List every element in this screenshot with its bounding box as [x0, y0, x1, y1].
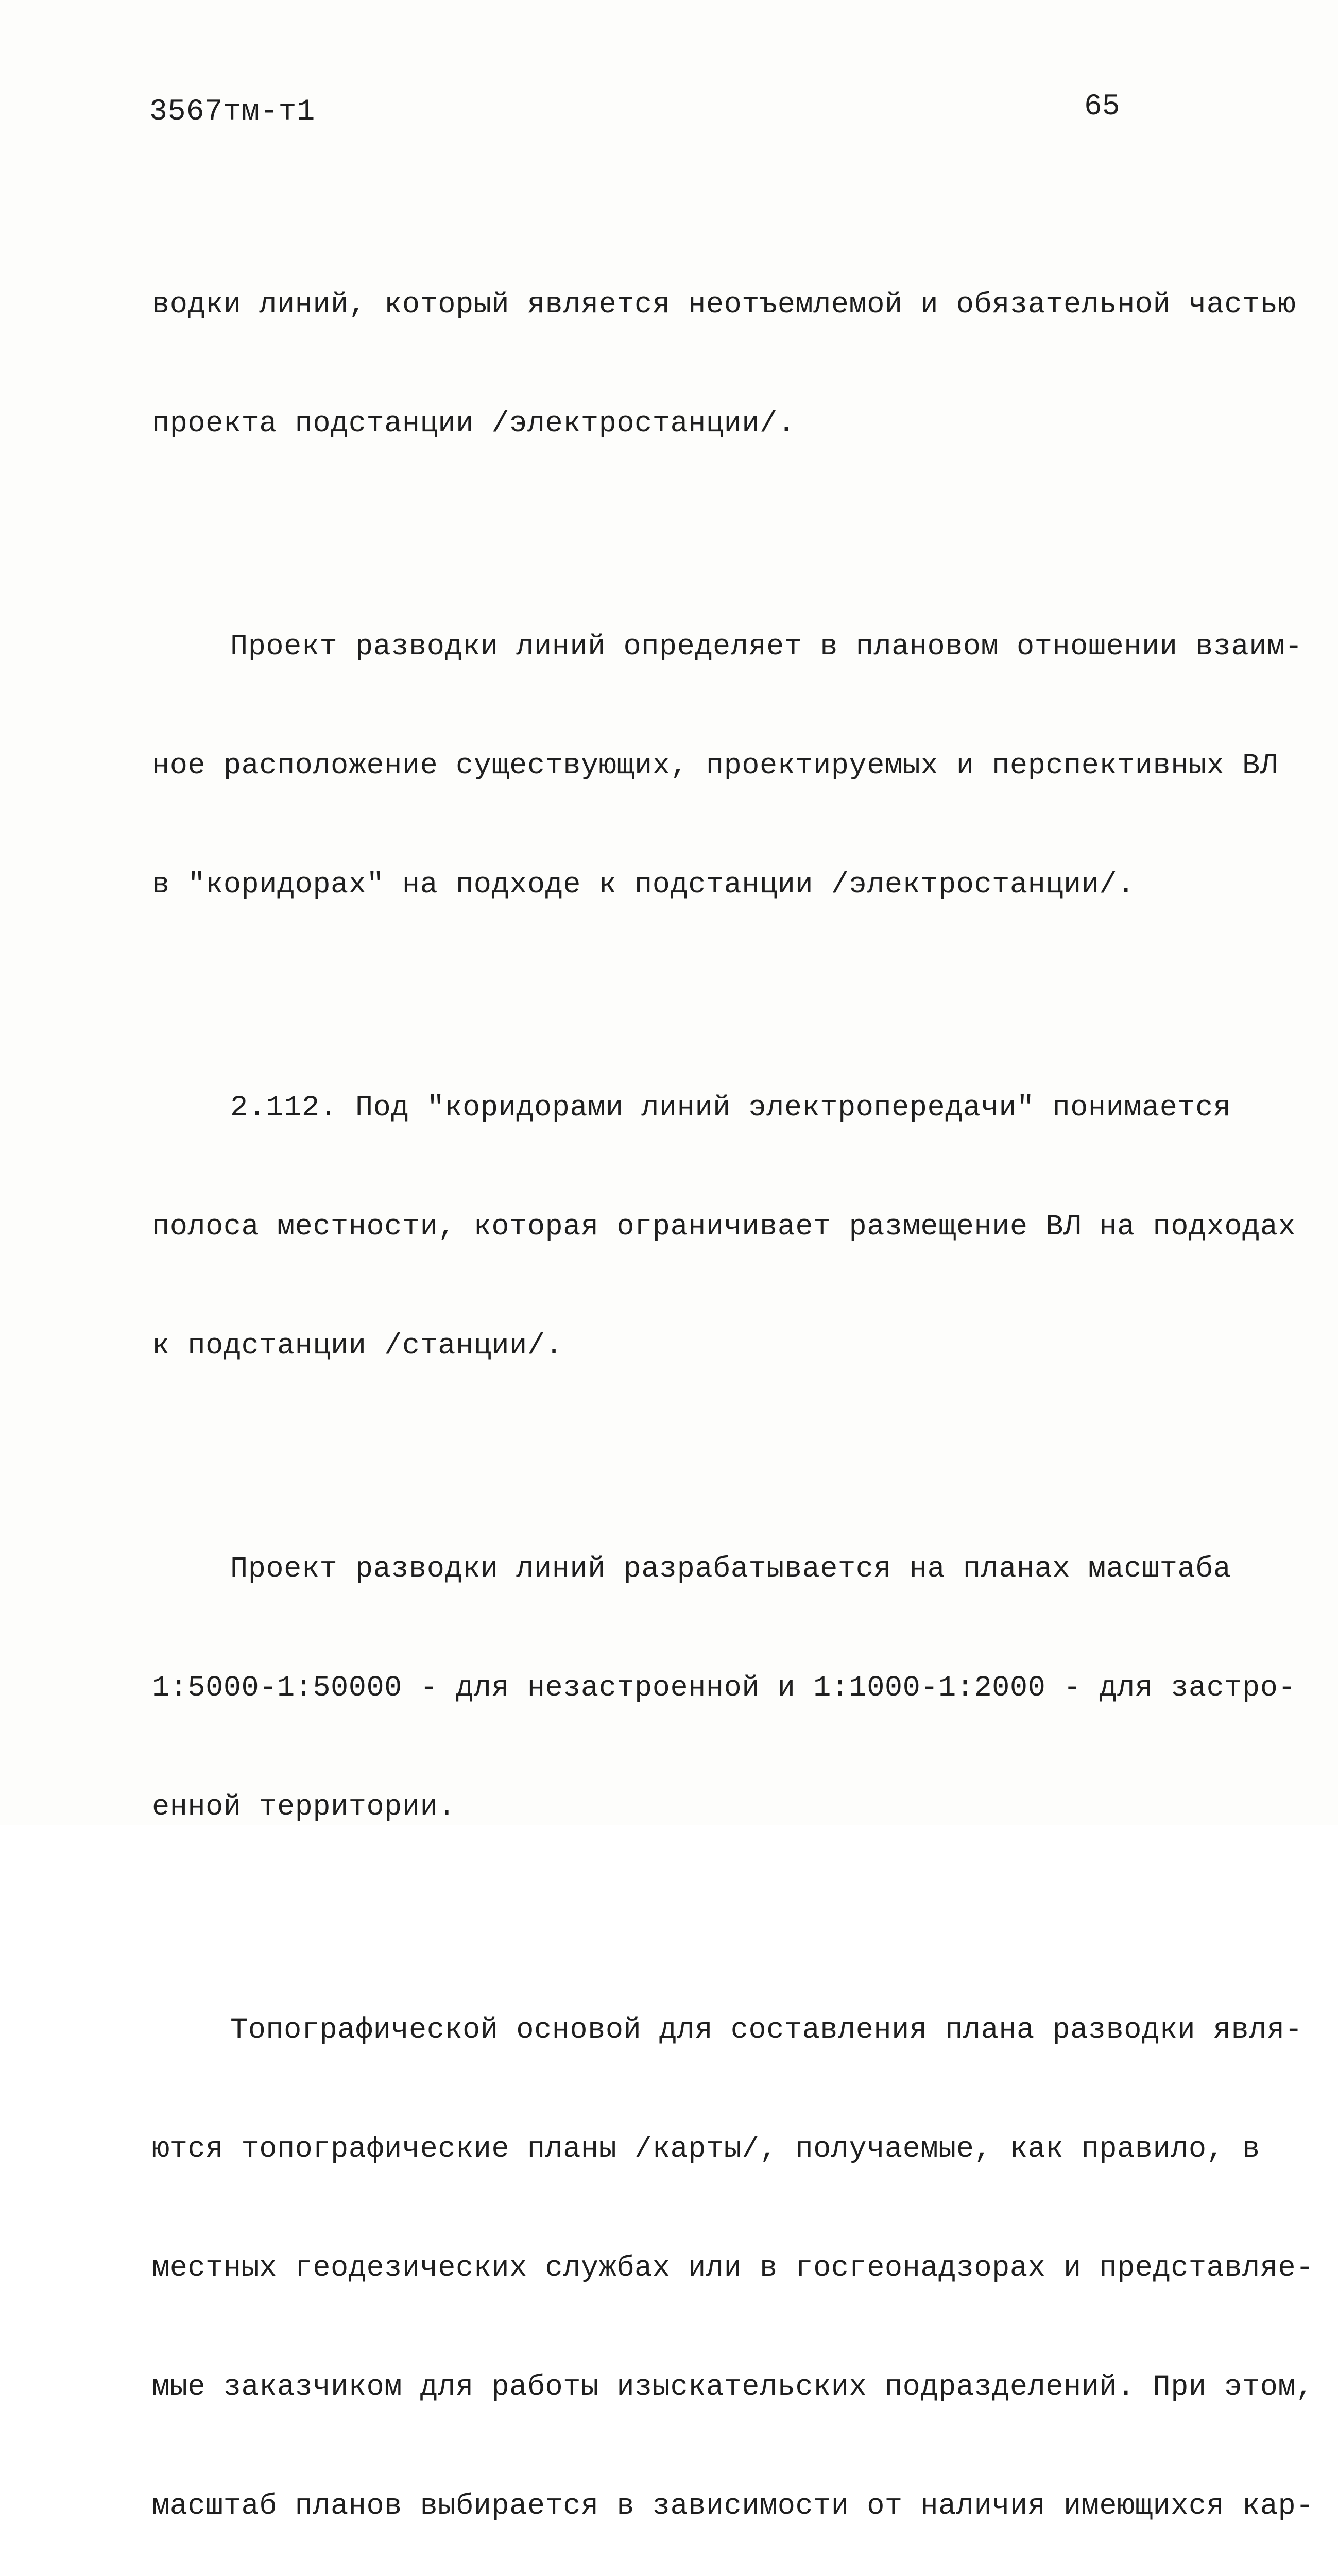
text-line: проекта подстанции /электростанции/.	[152, 408, 796, 440]
text-line: ное расположение существующих, проектируемых и перспективных ВЛ	[152, 750, 1278, 783]
text-line: Проект разводки линий разрабатывается на планах масштаба	[230, 1553, 1231, 1586]
paragraph-4	[152, 1470, 1296, 1907]
text-line: Топографической основой для составления плана разводки явля-	[230, 2014, 1303, 2047]
text-line: масштаб планов выбирается в зависимости от наличия имеющихся кар-	[152, 2490, 1314, 2523]
text-line: Проект разводки линий определяет в плановом отношении взаим-	[230, 631, 1303, 664]
document-code: 3567тм-т1	[149, 95, 316, 129]
text-line: 1:5000-1:50000 - для незастроенной и 1:1000-1:2000 - для застро-	[152, 1672, 1296, 1705]
text-line: к подстанции /станции/.	[152, 1330, 563, 1363]
text-line: 2.112. Под "коридорами линий электропередачи" понимается	[230, 1092, 1231, 1125]
text-line: местных геодезических службах или в госгеонадзорах и представляе-	[152, 2252, 1314, 2285]
text-line: в "коридорах" на подходе к подстанции /электростанции/.	[152, 869, 1135, 902]
paragraph-2	[152, 548, 1303, 985]
body-text	[152, 206, 1314, 2576]
text-line: полоса местности, которая ограничивает размещение ВЛ на подходах	[152, 1211, 1296, 1244]
paragraph-3	[152, 1009, 1296, 1446]
page-number: 65	[1084, 90, 1120, 124]
paragraph-1	[152, 206, 1296, 523]
text-line: водки линий, который является неотъемлемой и обязательной частью	[152, 289, 1296, 321]
paragraph-5	[152, 1931, 1314, 2576]
text-line: ются топографические планы /карты/, получаемые, как правило, в	[152, 2133, 1260, 2166]
text-line: енной территории.	[152, 1791, 456, 1824]
text-line: мые заказчиком для работы изыскательских подразделений. При этом,	[152, 2371, 1314, 2404]
